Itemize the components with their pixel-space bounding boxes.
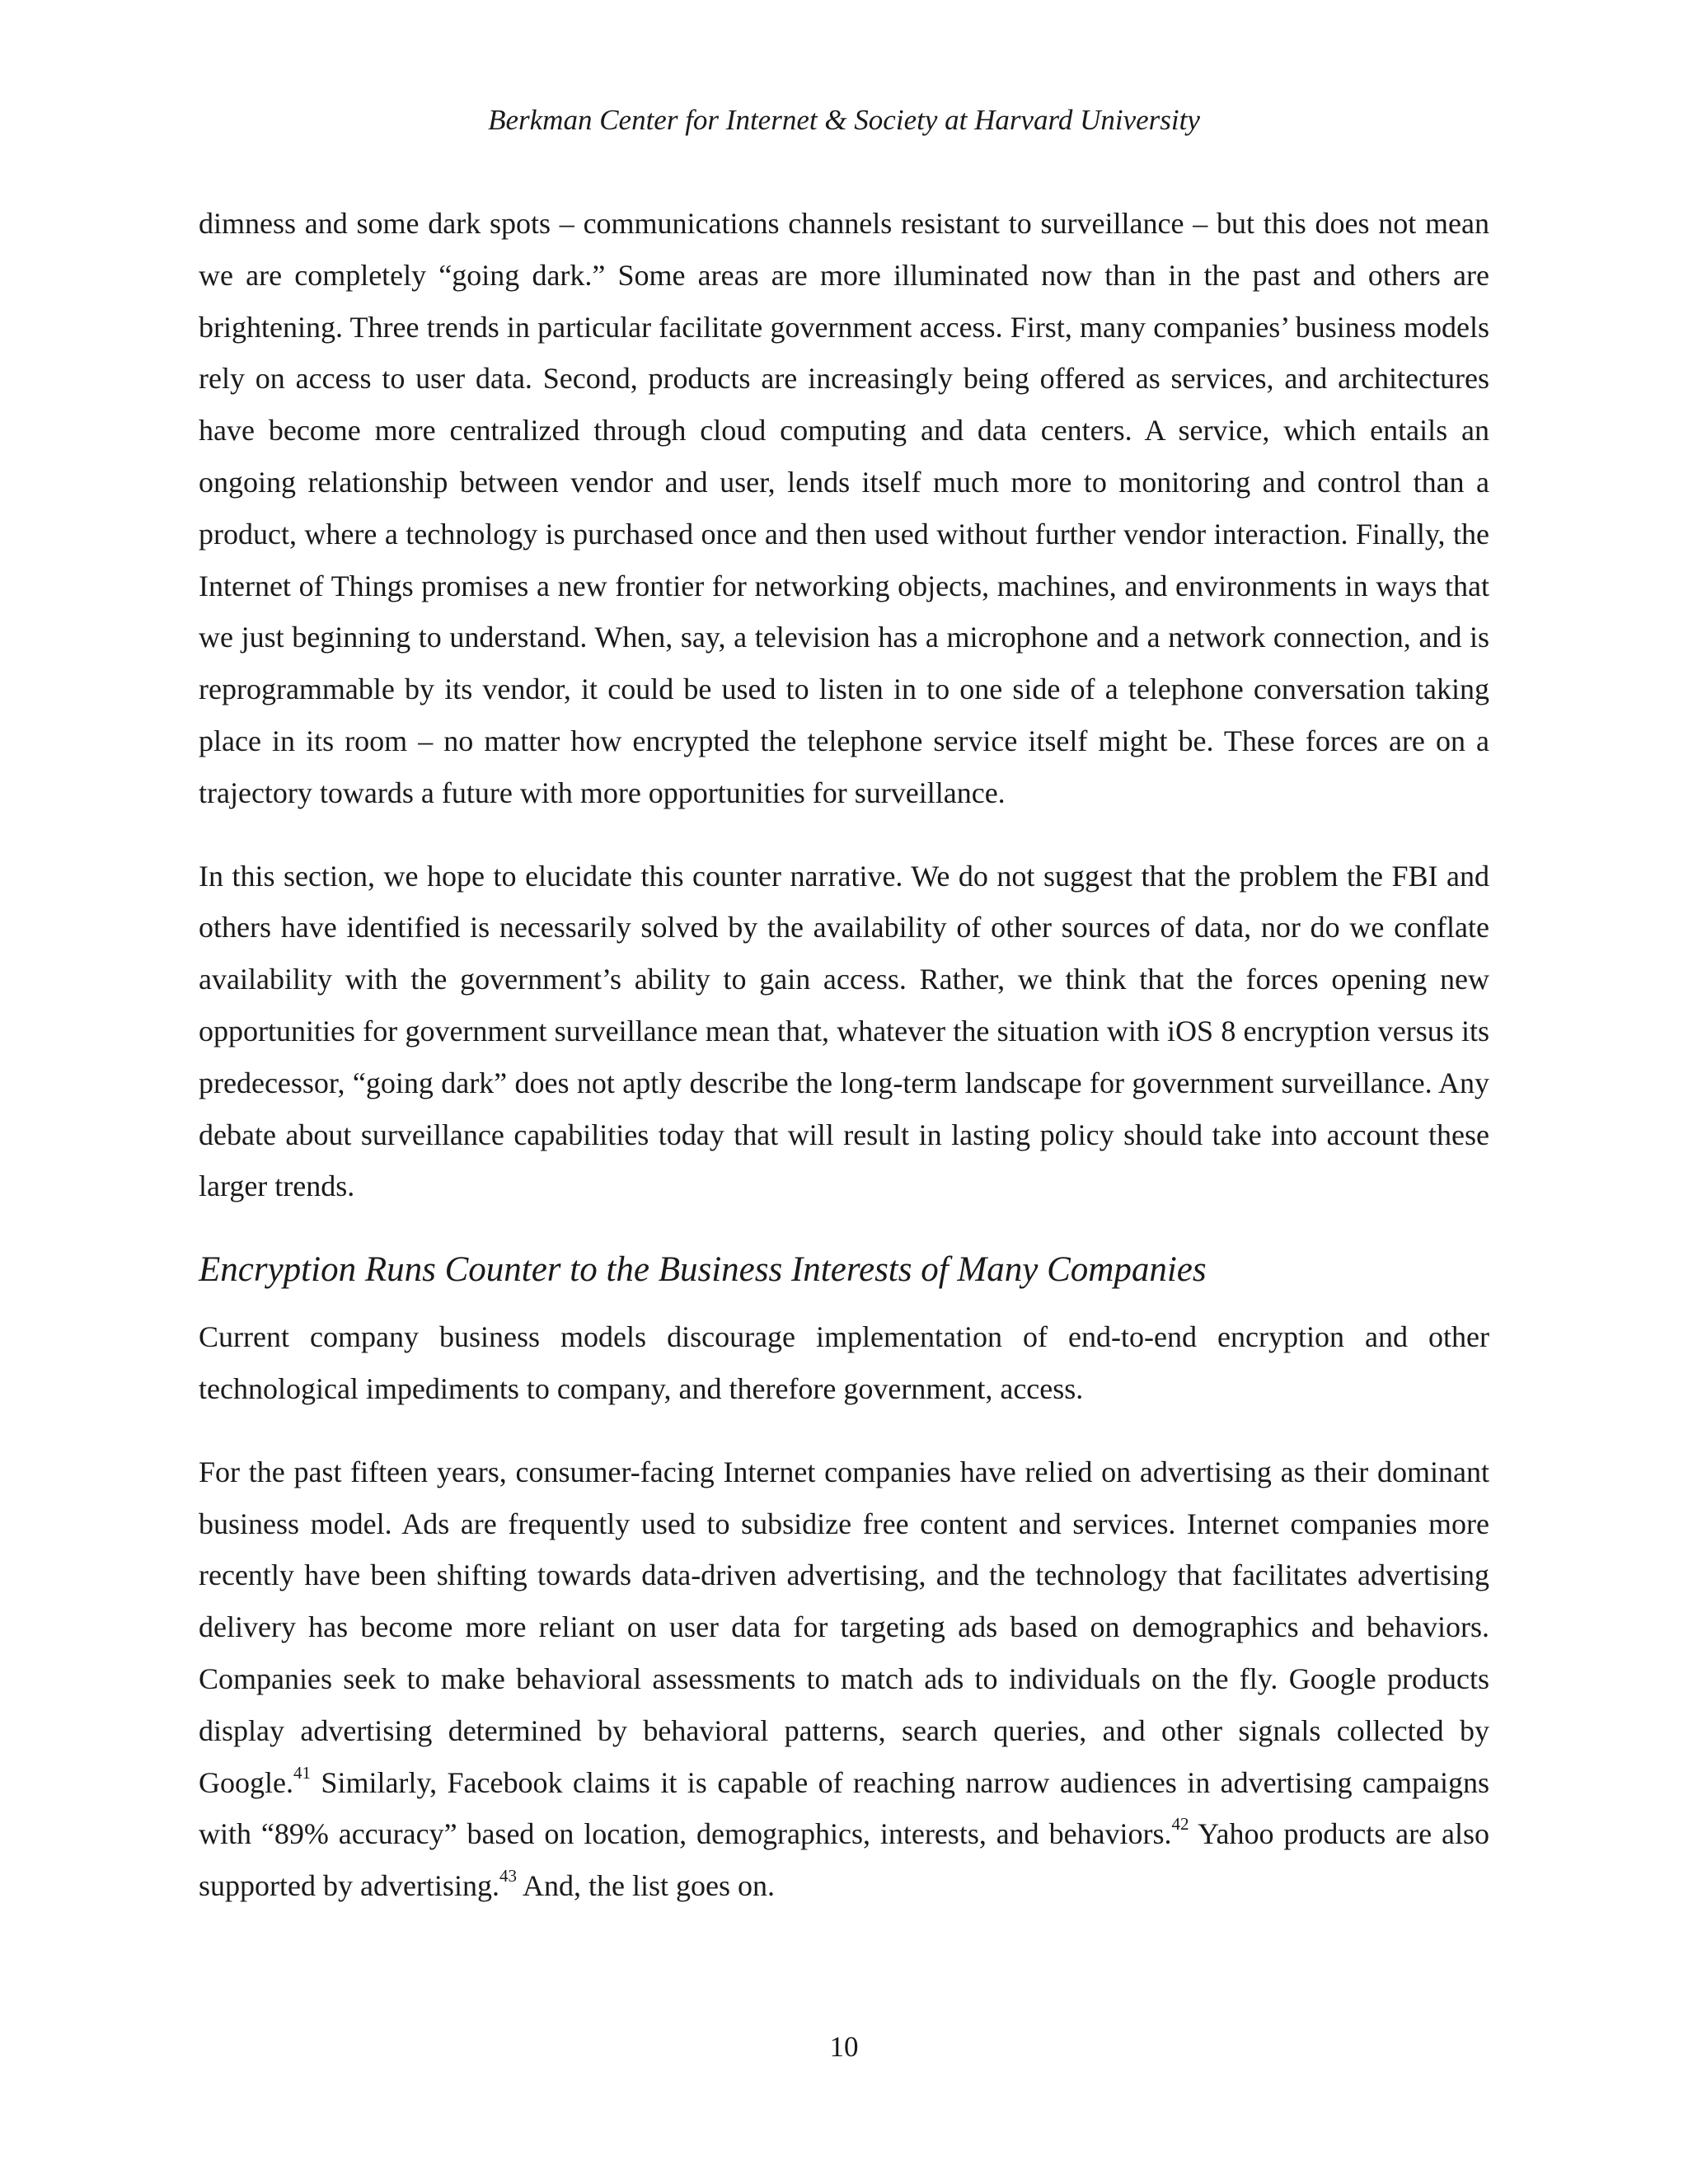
body-paragraph-4 [199,1446,1489,1912]
paragraph-4-text-b: Similarly, Facebook claims it is capable of reaching narrow audiences in advertising campaigns with “89% accuracy” based on location, demographics, interests, and behaviors. [199,1765,1489,1851]
section-heading: Encryption Runs Counter to the Business Interests of Many Companies [199,1250,1207,1290]
page-number: 10 [829,2031,859,2063]
paragraph-4-text-a: For the past fifteen years, consumer-facing Internet companies have relied on advertising as their dominant business model. Ads are frequently used to subsidize free content and services. Internet companies more recently have been shifting towards data-driven advertising, and the technology that facilitates advertising delivery has become more reliant on user data for targeting ads based on demographics and behaviors. Companies seek to make behavioral assessments to match ads to individuals on the fly. Google products display advertising determined by behavioral patterns, search queries, and other signals collected by Google. [199,1455,1489,1799]
paragraph-4-text-c: Yahoo products are also supported by advertising. [199,1817,1490,1903]
paragraph-4-text-d: And, the list goes on. [516,1869,775,1903]
body-paragraph-1: dimness and some dark spots – communications channels resistant to surveillance – but this does not mean we are completely “going dark.” Some areas are more illuminated now than in the past and others are brightening. Three trends in particular facilitate government access. First, many companies’ business models rely on access to user data. Second, products are increasingly being offered as services, and architectures have become more centralized through cloud computing and data centers. A service, which entails an ongoing relationship between vendor and user, lends itself much more to monitoring and control than a product, where a technology is purchased once and then used without further vendor interaction. Finally, the Internet of Things promises a new frontier for networking objects, machines, and environments in ways that we just beginning to understand. When, say, a television has a microphone and a network connection, and is reprogrammable by its vendor, it could be used to listen in to one side of a telephone conversation taking place in its room – no matter how encrypted the telephone service itself might be. These forces are on a trajectory towards a future with more opportunities for surveillance. [199,207,1489,809]
footnote-ref-43[interactable]: 43 [499,1866,517,1886]
page-body [199,198,1489,1912]
footnote-ref-42[interactable]: 42 [1171,1814,1189,1835]
footnote-ref-41[interactable]: 41 [293,1762,311,1783]
body-paragraph-3: Current company business models discourage implementation of end-to-end encryption and other technological impediments to company, and therefore government, access. [199,1320,1489,1405]
running-header: Berkman Center for Internet & Society at Harvard University [488,104,1200,136]
body-paragraph-2: In this section, we hope to elucidate this counter narrative. We do not suggest that the problem the FBI and others have identified is necessarily solved by the availability of other sources of data, nor do we conflate availability with the government’s ability to gain access. Rather, we think that the forces opening new opportunities for government surveillance mean that, whatever the situation with iOS 8 encryption versus its predecessor, “going dark” does not aptly describe the long-term landscape for government surveillance. Any debate about surveillance capabilities today that will result in lasting policy should take into account these larger trends. [199,859,1489,1203]
